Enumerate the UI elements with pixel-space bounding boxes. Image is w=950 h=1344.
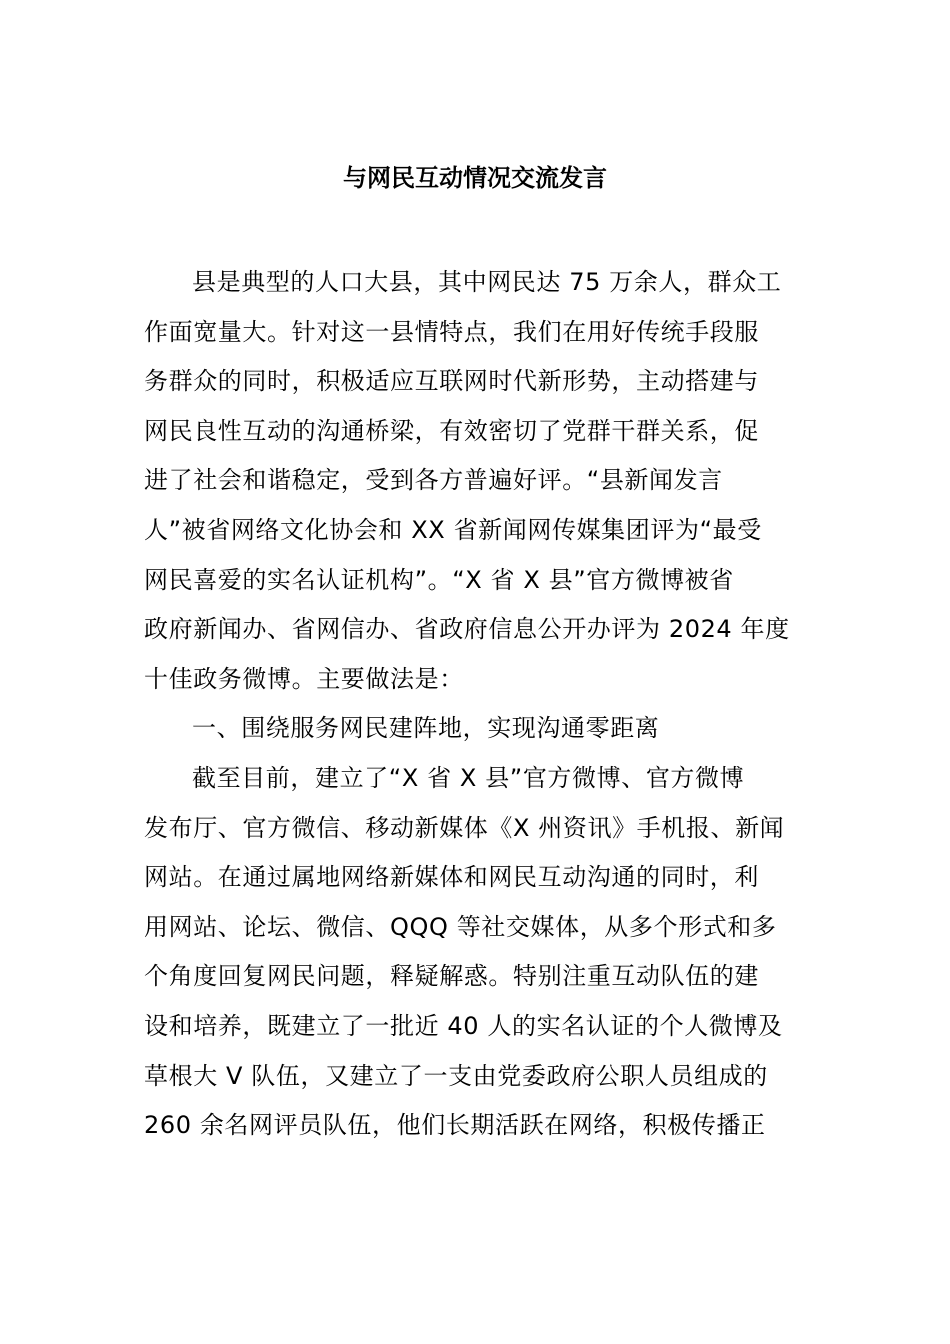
paragraph-line: 进了社会和谐稳定，受到各方普遍好评。“县新闻发言: [144, 466, 723, 495]
paragraph-line: 网民喜爱的实名认证机构”。“X 省 X 县”官方微博被省: [144, 565, 734, 594]
paragraph-line: 作面宽量大。针对这一县情特点，我们在用好传统手段服: [144, 317, 759, 346]
paragraph-line: 网站。在通过属地网络新媒体和网民互动沟通的同时，利: [144, 863, 759, 892]
document-title: 与网民互动情况交流发言: [343, 164, 607, 192]
paragraph-line: 用网站、论坛、微信、QQQ 等社交媒体，从多个形式和多: [144, 912, 777, 941]
paragraph-line: 草根大 V 队伍，又建立了一支由党委政府公职人员组成的: [144, 1061, 768, 1090]
paragraph-line: 十佳政务微博。主要做法是：: [144, 664, 464, 693]
paragraph-line: 个角度回复网民问题，释疑解惑。特别注重互动队伍的建: [144, 962, 759, 991]
paragraph-line: 县是典型的人口大县，其中网民达 75 万余人，群众工: [192, 268, 782, 296]
paragraph-line: 设和培养，既建立了一批近 40 人的实名认证的个人微博及: [144, 1011, 783, 1040]
paragraph-line: 务群众的同时，积极适应互联网时代新形势，主动搭建与: [144, 367, 759, 396]
paragraph-line: 260 余名网评员队伍，他们长期活跃在网络，积极传播正: [144, 1111, 766, 1140]
paragraph-line: 网民良性互动的沟通桥梁，有效密切了党群干群关系，促: [144, 416, 759, 445]
section-heading: 一、围绕服务网民建阵地，实现沟通零距离: [192, 714, 660, 743]
paragraph-line: 发布厅、官方微信、移动新媒体《X 州资讯》手机报、新闻: [144, 813, 785, 842]
paragraph-line: 截至目前，建立了“X 省 X 县”官方微博、官方微博: [192, 763, 745, 792]
paragraph-line: 人”被省网络文化协会和 XX 省新闻网传媒集团评为“最受: [144, 515, 762, 544]
paragraph-line: 政府新闻办、省网信办、省政府信息公开办评为 2024 年度: [144, 615, 790, 644]
document-body: [144, 258, 808, 1151]
